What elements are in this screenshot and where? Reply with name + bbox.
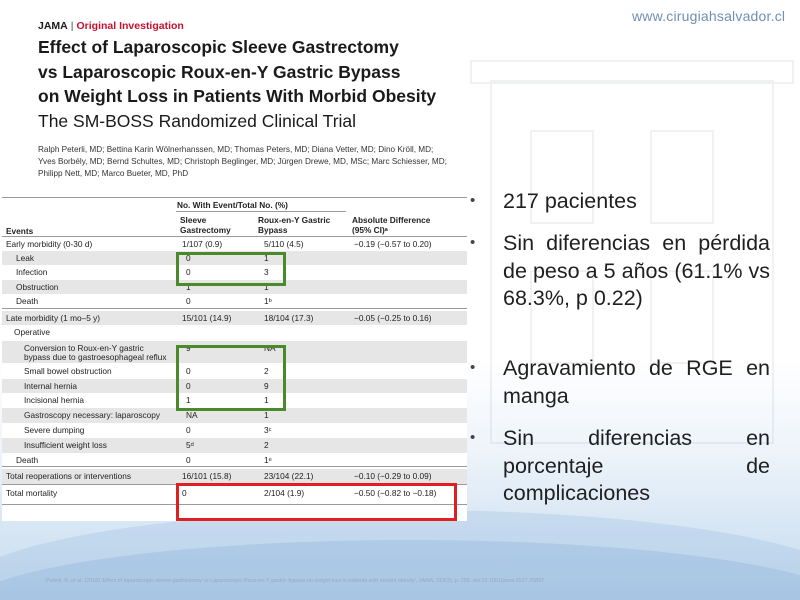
bullet-text: Agravamiento de RGE en manga	[503, 356, 770, 408]
citation-footer: Peterli, R. et al. (2018) 'Effect of laparoscopic sleeve gastrectomy vs Laparoscopic Roux-en-Y gastric bypass on weight loss in patients with morbid obesity', JAMA, 319(3), p. 255. doi:10.1001/jama.2017.20897.	[46, 578, 546, 584]
complications-table	[2, 193, 467, 521]
table-row	[2, 423, 467, 438]
cell-event: Leak	[16, 253, 34, 263]
cell-sleeve: 0	[186, 296, 191, 306]
cell-sleeve: 9	[186, 343, 191, 353]
cell-event: Death	[16, 296, 39, 306]
cell-bypass: 3	[264, 267, 269, 277]
cell-bypass: 3ᶜ	[264, 425, 272, 435]
title-line: on Weight Loss in Patients With Morbid Obesity	[38, 86, 437, 106]
table-row	[2, 237, 467, 251]
table-row	[2, 265, 467, 279]
author-list	[38, 144, 458, 180]
journal-header	[38, 20, 184, 32]
cell-event: Early morbidity (0-30 d)	[6, 239, 93, 249]
table-rule	[2, 484, 467, 485]
cell-bypass: NA	[264, 343, 276, 353]
header-difference: Absolute Difference (95% CI)ᵃ	[352, 215, 431, 235]
table-row	[2, 280, 467, 294]
table-row	[2, 393, 467, 408]
bullet-dot: •	[470, 234, 476, 251]
bullet-dot: •	[470, 359, 476, 376]
table-row	[2, 408, 467, 423]
cell-bypass: 5/110 (4.5)	[264, 239, 304, 249]
cell-sleeve: 16/101 (15.8)	[182, 471, 232, 481]
cell-sleeve: 0	[186, 455, 191, 465]
header-sleeve: Sleeve Gastrectomy	[180, 215, 231, 235]
cell-sleeve: 1	[186, 395, 191, 405]
cell-bypass: 1	[264, 395, 269, 405]
table-row	[2, 364, 467, 379]
article-title	[38, 35, 478, 109]
cell-event: Late morbidity (1 mo–5 y)	[6, 313, 101, 323]
article-subtitle: The SM-BOSS Randomized Clinical Trial	[38, 111, 357, 131]
cell-sleeve: 0	[186, 381, 191, 391]
table-row	[2, 438, 467, 453]
cell-bypass: 23/104 (22.1)	[264, 471, 314, 481]
cell-event: Insufficient weight loss	[24, 440, 107, 450]
cell-bypass: 18/104 (17.3)	[264, 313, 314, 323]
title-line: vs Laparoscopic Roux-en-Y Gastric Bypass	[38, 61, 401, 82]
cell-event: Gastroscopy necessary: laparoscopy	[24, 410, 161, 420]
table-rule	[2, 308, 467, 309]
journal-separator: |	[70, 20, 74, 32]
cell-sleeve: 0	[186, 366, 191, 376]
cell-sleeve: 1/107 (0.9)	[182, 239, 223, 249]
cell-event: Conversion to Roux-en-Y gastric	[24, 343, 144, 353]
cell-event-continued: bypass due to gastroesophageal reflux	[24, 352, 167, 362]
table-row	[2, 294, 467, 308]
cell-sleeve: NA	[186, 410, 198, 420]
cell-event: Operative	[14, 327, 50, 337]
cell-event: Small bowel obstruction	[24, 366, 112, 376]
cell-sleeve: 0	[182, 488, 187, 498]
title-line: Effect of Laparoscopic Sleeve Gastrectomy	[38, 37, 399, 57]
cell-bypass: 2/104 (1.9)	[264, 488, 305, 498]
cell-bypass: 1	[264, 282, 269, 292]
journal-name: JAMA	[38, 20, 68, 32]
cell-sleeve: 5ᵈ	[186, 440, 194, 450]
table-row	[2, 486, 467, 502]
table-row	[2, 469, 467, 484]
cell-bypass: 1	[264, 253, 269, 263]
cell-event: Obstruction	[16, 282, 59, 292]
cell-bypass: 1ᵇ	[264, 296, 272, 306]
cell-event: Severe dumping	[24, 425, 85, 435]
table-top-rule	[2, 197, 467, 198]
table-row	[2, 341, 467, 363]
author-line: Yves Borbély, MD; Bernd Schultes, MD; Christoph Beglinger, MD; Jürgen Drewe, MD, MSc; Marc Schiesser, MD;	[38, 157, 447, 166]
cell-difference: −0.19 (−0.57 to 0.20)	[354, 239, 432, 249]
cell-sleeve: 0	[186, 253, 191, 263]
cell-difference: −0.50 (−0.82 to −0.18)	[354, 488, 437, 498]
group-rule	[176, 211, 346, 212]
group-header: No. With Event/Total No. (%)	[177, 200, 288, 210]
bullet-text: 217 pacientes	[503, 189, 637, 213]
header-bypass: Roux-en-Y Gastric Bypass	[258, 215, 331, 235]
table-rule	[2, 504, 467, 505]
author-line: Philipp Nett, MD; Marco Bueter, MD, PhD	[38, 169, 189, 178]
site-url: www.cirugiahsalvador.cl	[632, 8, 786, 24]
cell-sleeve: 15/101 (14.9)	[182, 313, 232, 323]
cell-event: Total reoperations or interventions	[6, 471, 131, 481]
cell-event: Total mortality	[6, 488, 58, 498]
bullet-text: Sin diferencias en pérdida de peso a 5 años (61.1% vs 68.3%, p 0.22)	[503, 231, 770, 310]
bullet-dot: •	[470, 192, 476, 209]
table-row	[2, 379, 467, 393]
cell-event: Infection	[16, 267, 48, 277]
header-events: Events	[6, 226, 34, 236]
cell-bypass: 2	[264, 440, 269, 450]
cell-bypass: 1	[264, 410, 269, 420]
cell-event: Internal hernia	[24, 381, 78, 391]
bullet-text: Sin diferencias en porcentaje de complicaciones	[503, 426, 770, 505]
cell-sleeve: 0	[186, 267, 191, 277]
cell-bypass: 2	[264, 366, 269, 376]
cell-difference: −0.05 (−0.25 to 0.16)	[354, 313, 432, 323]
bullet-dot: •	[470, 429, 476, 446]
cell-event: Incisional hernia	[24, 395, 84, 405]
cell-sleeve: 0	[186, 425, 191, 435]
table-rule	[2, 466, 467, 467]
table-row	[2, 311, 467, 325]
author-line: Ralph Peterli, MD; Bettina Karin Wölnerhanssen, MD; Thomas Peters, MD; Diana Vetter, MD; Dino Kröll, MD;	[38, 145, 434, 154]
cell-bypass: 9	[264, 381, 269, 391]
article-type: Original Investigation	[76, 20, 184, 32]
cell-sleeve: 1	[186, 282, 191, 292]
table-row	[2, 325, 467, 339]
cell-event: Death	[16, 455, 39, 465]
cell-difference: −0.10 (−0.29 to 0.09)	[354, 471, 432, 481]
table-row	[2, 251, 467, 265]
cell-bypass: 1ᵉ	[264, 455, 272, 465]
